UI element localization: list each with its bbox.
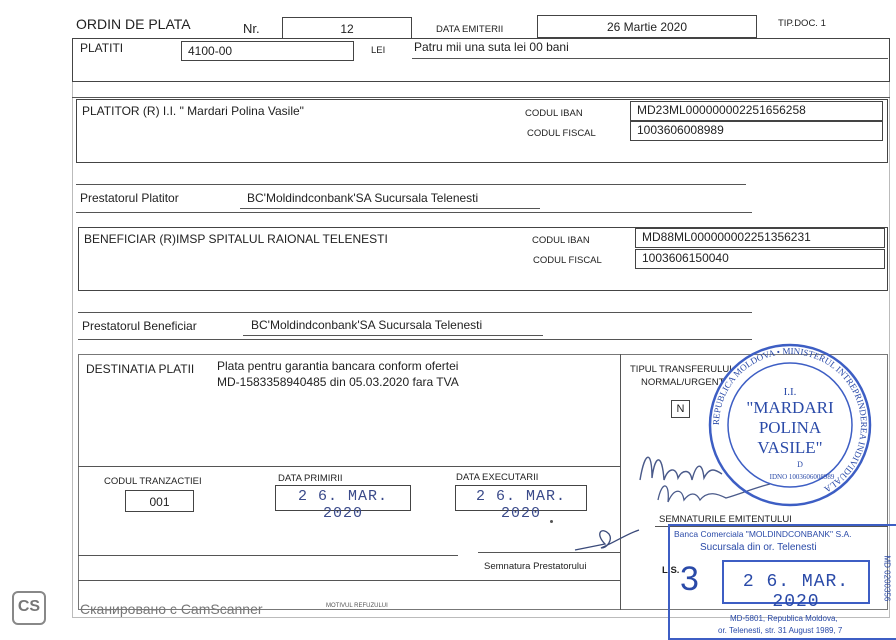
lower-line-1: [78, 555, 458, 556]
payer-bank-topline: [76, 184, 746, 185]
date-emission-label: DATA EMITERII: [436, 24, 504, 35]
ls-label: L.S.: [662, 565, 680, 576]
beneficiary-bank-value: BC'Moldindconbank'SA Sucursala Telenesti: [251, 318, 483, 332]
handwritten-signature-provider: [565, 520, 645, 560]
destination-line1: Plata pentru garantia bancara conform ofertei: [217, 359, 459, 373]
doc-title: ORDIN DE PLATA: [76, 16, 191, 32]
beneficiary-fiscal-label: CODUL FISCAL: [533, 255, 602, 266]
bank-stamp-date: 2 6. MAR. 2020: [742, 572, 850, 612]
transaction-code-value: 001: [149, 495, 170, 509]
bank-stamp: [668, 524, 896, 640]
amount-words: Patru mii una suta lei 00 bani: [414, 40, 569, 54]
beneficiary-fiscal-box: [635, 249, 885, 269]
emitter-signature-label: SEMNATURILE EMITENTULUI: [659, 514, 792, 525]
amount-box: [181, 41, 354, 61]
bank-stamp-side-text: MD 0200356: [882, 555, 892, 602]
executed-date-box: [455, 485, 587, 522]
date-emission-box: [537, 15, 757, 38]
payer-iban-label: CODUL IBAN: [525, 108, 583, 119]
payer-fiscal-box: [630, 121, 883, 141]
beneficiary-fiscal-value: 1003606150040: [642, 251, 729, 265]
bank-stamp-top-1: Banca Comerciala "MOLDINDCONBANK" S.A.: [674, 529, 852, 539]
tip-doc-label: TIP.DOC. 1: [778, 18, 826, 29]
company-round-stamp: [706, 341, 874, 509]
currency-label: LEI: [371, 45, 386, 56]
payer-name: PLATITOR (R) I.I. " Mardari Polina Vasile": [82, 104, 304, 118]
received-date-label: DATA PRIMIRII: [278, 473, 343, 484]
beneficiary-bank-underline: [243, 335, 543, 336]
beneficiary-bank-topline: [78, 312, 752, 313]
transaction-code-label: CODUL TRANZACTIEI: [104, 476, 202, 487]
payer-bank-bottomline: [76, 212, 752, 213]
payer-bank-label: Prestatorul Platitor: [80, 191, 179, 205]
beneficiary-iban-value: MD88ML000000002251356231: [642, 230, 811, 244]
payer-iban-value: MD23ML000000002251656258: [637, 103, 806, 117]
stamp-line-4: VASILE": [757, 438, 823, 457]
bank-stamp-side: [882, 554, 892, 634]
amount-value: 4100-00: [188, 44, 233, 58]
transfer-type-label: TIPUL TRANSFERULUI: [630, 364, 732, 375]
transaction-code-box: [125, 490, 194, 512]
beneficiary-iban-box: [635, 228, 885, 248]
camscanner-logo-text: CS: [17, 598, 41, 615]
destination-right-divider: [620, 354, 621, 610]
received-date-stamp: 2 6. MAR. 2020: [297, 488, 388, 522]
stamp-ring-text: REPUBLICA MOLDOVA • MINISTERUL INTREPRINDEREA INDIVIDUALA: [710, 345, 870, 495]
executed-date-stamp: 2 6. MAR. 2020: [475, 488, 566, 522]
camscanner-logo-icon: [12, 591, 46, 625]
transfer-type-box: [671, 400, 690, 418]
provider-signature-label: Semnatura Prestatorului: [484, 561, 587, 572]
beneficiary-bank-bottomline: [78, 339, 752, 340]
section-divider: [72, 97, 890, 98]
destination-line2: MD-1583358940485 din 05.03.2020 fara TVA: [217, 375, 459, 389]
stamp-line-1: I.I.: [783, 386, 797, 398]
beneficiary-bank-label: Prestatorul Beneficiar: [82, 319, 197, 333]
stamp-line-3: POLINA: [758, 418, 822, 437]
nr-box: [282, 17, 412, 39]
date-emission-value: 26 Martie 2020: [606, 20, 688, 34]
platiti-label: PLATITI: [80, 41, 124, 55]
nr-label: Nr.: [243, 21, 260, 36]
refusal-reason-label: MOTIVUL REFUZULUI: [326, 603, 388, 609]
camscanner-watermark-text: Сканировано с CamScanner: [80, 601, 263, 617]
bank-stamp-top-2: Sucursala din or. Telenesti: [700, 542, 817, 553]
bank-stamp-date-box: [722, 560, 870, 612]
nr-value: 12: [340, 22, 354, 36]
beneficiary-name: BENEFICIAR (R)IMSP SPITALUL RAIONAL TELENESTI: [84, 232, 388, 246]
lower-line-2: [78, 580, 620, 581]
stamp-letter: D: [797, 460, 803, 469]
executed-date-label: DATA EXECUTARII: [456, 472, 539, 483]
destination-label: DESTINATIA PLATII: [86, 362, 195, 376]
transfer-urgency-label: NORMAL/URGENT: [641, 377, 725, 388]
transfer-type-value: N: [676, 403, 685, 415]
payer-fiscal-label: CODUL FISCAL: [527, 128, 596, 139]
beneficiary-iban-label: CODUL IBAN: [532, 235, 590, 246]
ink-dot: [550, 520, 553, 523]
payer-fiscal-value: 1003606008989: [637, 123, 724, 137]
destination-bottomline: [78, 466, 620, 467]
bank-stamp-bottom-1: MD-5801, Republica Moldova,: [730, 614, 838, 623]
bank-stamp-number: 3: [680, 560, 699, 598]
payer-iban-box: [630, 101, 883, 121]
stamp-idno: IDNO 1003606008989: [769, 473, 835, 481]
stamp-line-2: "MARDARI: [746, 398, 834, 417]
amount-words-underline: [412, 58, 888, 59]
payer-bank-underline: [240, 208, 540, 209]
bank-stamp-bottom-2: or. Telenesti, str. 31 August 1989, 7: [718, 626, 843, 635]
payer-bank-value: BC'Moldindconbank'SA Sucursala Telenesti: [247, 191, 479, 205]
received-date-box: [275, 485, 411, 522]
